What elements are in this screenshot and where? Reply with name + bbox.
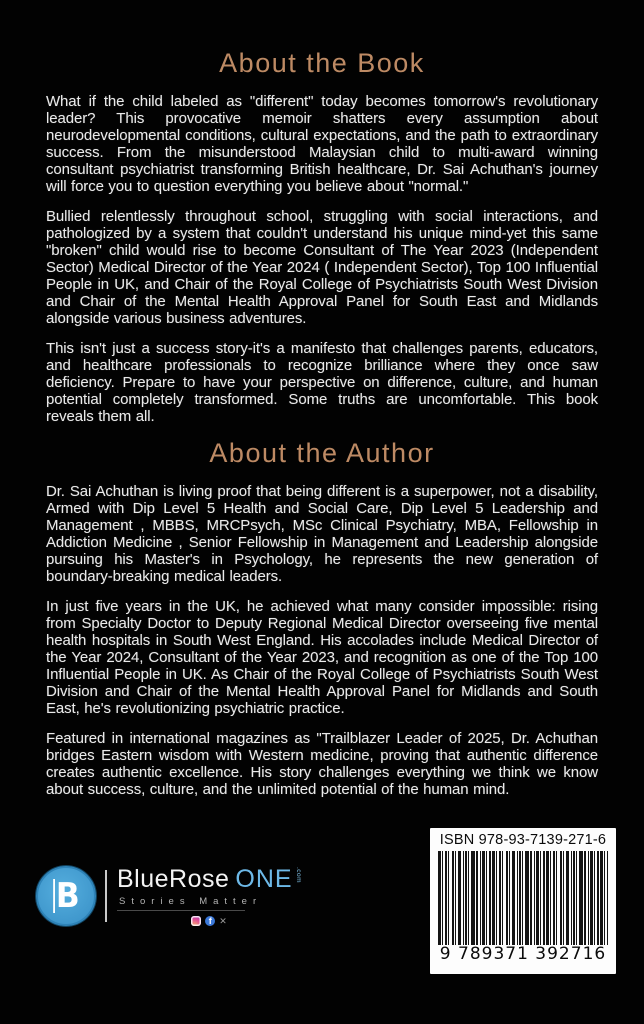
wordmark-bluerose: BlueRose [117,864,230,893]
isbn-digits: 9 789371 392716 [439,944,607,964]
logo-divider [105,870,107,922]
book-paragraph: This isn't just a success story-it's a manifesto that challenges parents, educators, and healthcare professionals to recognize brilliance where they once saw deficiency. Prepare to have your perspective on difference, culture, and human potential completely transformed. Some truths are uncomfortable. This book reveals them all. [46,340,598,425]
book-section [46,93,598,425]
bluerose-logo-icon [36,866,96,926]
about-the-book-heading: About the Book [219,48,425,78]
wordmark-dotcom: .com [295,866,303,883]
facebook-icon: f [205,916,215,926]
isbn-label: ISBN 978-93-7139-271-6 [439,832,607,848]
social-icons-row [117,916,301,926]
book-paragraph: Bullied relentlessly throughout school, struggling with social interactions, and pathologized by a system that couldn't understand his unique mind-yet this same "broken" child would rise to become Consultant of The Year 2023 (Independent Sector) Medical Director of the Year 2024 ( Independent Sector), Top 100 Influential People in UK, and Chair of the Royal College of Psychiatrists South West Division and Chair of the Mental Health Approval Panel for South East and Midlands alongside various business adventures. [46,208,598,327]
isbn-barcode [430,828,616,974]
wordmark-one: ONE [235,864,293,893]
barcode-bars-icon [438,851,608,945]
author-section [46,483,598,798]
book-paragraph: What if the child labeled as "different" today becomes tomorrow's revolutionary leader? This provocative memoir shatters every assumption about neurodevelopmental conditions, cultural expectations, and the path to extraordinary success. From the misunderstood Malaysian child to multi-award winning consultant psychiatrist transforming British healthcare, Dr. Sai Achuthan's journey will force you to question everything you believe about "normal." [46,93,598,195]
publisher-logo-block [36,866,301,926]
about-the-author-heading: About the Author [209,438,435,468]
publisher-tagline: Stories Matter [119,895,263,907]
author-paragraph: In just five years in the UK, he achieved what many consider impossible: rising from Specialty Doctor to Deputy Regional Medical Director overseeing five mental health hospitals in South West England. His accolades include Medical Director of the Year 2024, Consultant of the Year 2023, and recognition as one of the Top 100 Influential People in UK. As Chair of the Royal College of Psychiatrists South West Division and Chair of the Mental Health Approval Panel for Midlands and South East, he's revolutionizing psychiatric practice. [46,598,598,717]
instagram-icon [191,916,201,926]
publisher-wordmark [117,864,303,893]
author-paragraph: Dr. Sai Achuthan is living proof that being different is a superpower, not a disability, Armed with Dip Level 5 Health and Social Care, Dip Level 5 Leadership and Management , MBBS, MRCPsych, MSc Clinical Psychiatry, MBA, Fellowship in Addiction Medicine , Senior Fellowship in Management and Leadership alongside pursuing his Master's in Psychology, he represents the new generation of boundary-breaking medical leaders. [46,483,598,585]
x-icon: ✕ [219,915,227,926]
author-paragraph: Featured in international magazines as "Trailblazer Leader of 2025, Dr. Achuthan bridges Eastern wisdom with Western medicine, proving that authentic difference creates authentic excellence. His story challenges everything we think we know about success, culture, and the unlimited potential of the human mind. [46,730,598,798]
logo-letter: B [53,879,80,913]
tagline-rule [117,910,245,911]
